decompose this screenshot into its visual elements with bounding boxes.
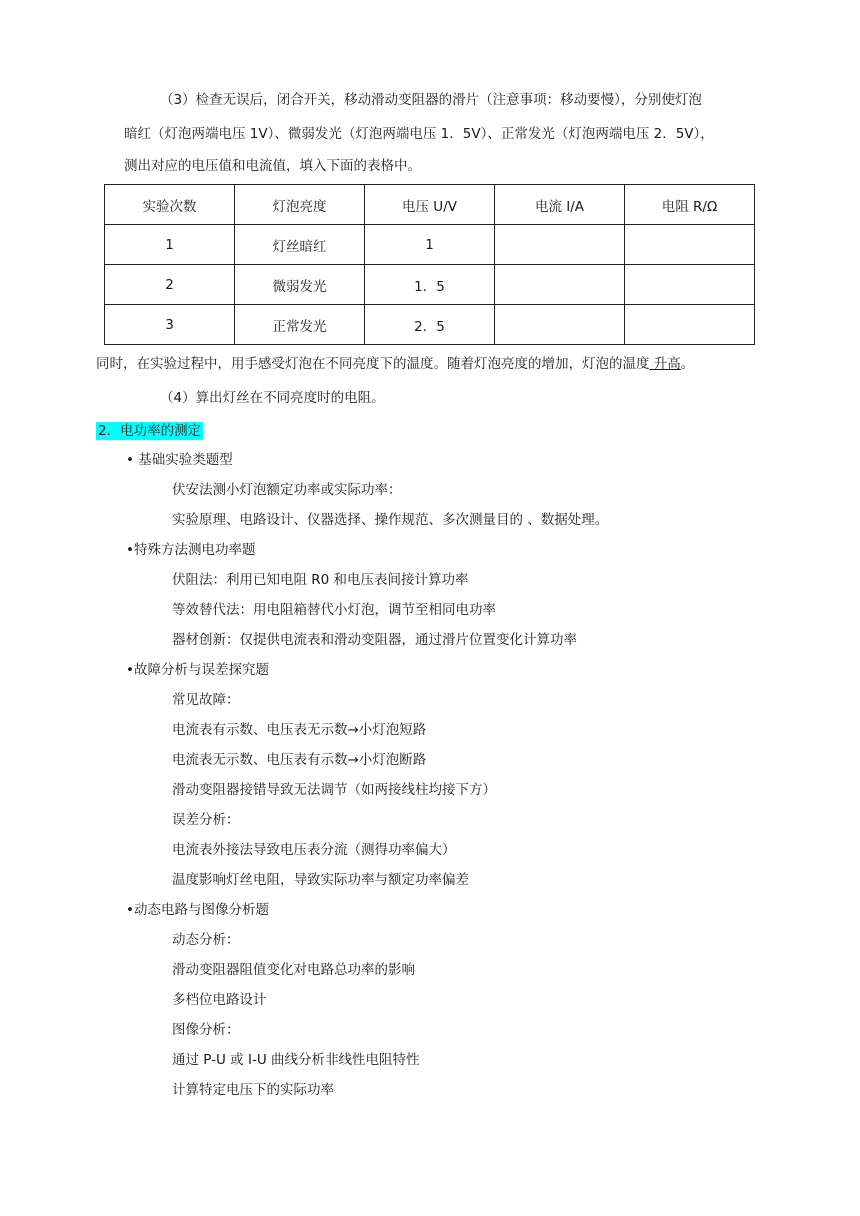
list-item: 滑动变阻器阻值变化对电路总功率的影响 (172, 962, 415, 978)
table-header-cell: 灯泡亮度 (235, 185, 365, 225)
list-item: 伏阻法：利用已知电阻 R0 和电压表间接计算功率 (172, 572, 469, 588)
table-cell: 微弱发光 (235, 265, 365, 305)
bullet-fault-analysis: •故障分析与误差探究题 (126, 662, 269, 678)
table-row (105, 265, 755, 305)
table-row (105, 305, 755, 345)
table-row (105, 225, 755, 265)
temperature-end: 。 (680, 356, 695, 372)
bullet-dynamic-circuits: •动态电路与图像分析题 (126, 902, 269, 918)
table-cell (495, 265, 625, 305)
temperature-text: 同时，在实验过程中，用手感受灯泡在不同亮度下的温度。随着灯泡亮度的增加，灯泡的温度 (96, 356, 650, 372)
bullet-special-methods: •特殊方法测电功率题 (126, 542, 256, 558)
table-cell: 1．5 (365, 265, 495, 305)
table-cell: 正常发光 (235, 305, 365, 345)
table-header-cell: 电流 I/A (495, 185, 625, 225)
step3-line2: 暗红（灯泡两端电压 1V）、微弱发光（灯泡两端电压 1．5V）、正常发光（灯泡两端电压 2．5V）， (124, 126, 714, 142)
list-item: 伏安法测小灯泡额定功率或实际功率： (172, 482, 402, 498)
list-item: 常见故障： (172, 692, 240, 708)
temperature-answer: 升高 (649, 356, 681, 372)
table-cell (495, 305, 625, 345)
table-cell: 3 (105, 305, 235, 345)
table-cell (625, 305, 755, 345)
list-item: 通过 P-U 或 I-U 曲线分析非线性电阻特性 (172, 1052, 420, 1068)
table-cell: 2 (105, 265, 235, 305)
section2-heading (96, 421, 203, 441)
table-header-cell: 电阻 R/Ω (625, 185, 755, 225)
table-cell: 灯丝暗红 (235, 225, 365, 265)
list-item: 器材创新：仅提供电流表和滑动变阻器，通过滑片位置变化计算功率 (172, 632, 577, 648)
table-cell (625, 265, 755, 305)
table-header-row (105, 185, 755, 225)
section2-highlight: 2．电功率的测定 (98, 423, 202, 439)
list-item: 等效替代法：用电阻箱替代小灯泡，调节至相同电功率 (172, 602, 496, 618)
step3-line1: （3）检查无误后，闭合开关，移动滑动变阻器的滑片（注意事项：移动要慢），分别使灯泡 (160, 92, 702, 108)
step3-line3: 测出对应的电压值和电流值，填入下面的表格中。 (124, 158, 421, 174)
list-item: 电流表有示数、电压表无示数→小灯泡短路 (172, 722, 427, 738)
bullet-basic-experiments: • 基础实验类题型 (126, 452, 233, 468)
list-item: 电流表无示数、电压表有示数→小灯泡断路 (172, 752, 427, 768)
temperature-paragraph (96, 354, 694, 374)
table-cell: 1 (105, 225, 235, 265)
list-item: 温度影响灯丝电阻，导致实际功率与额定功率偏差 (172, 872, 469, 888)
table-cell (495, 225, 625, 265)
measurement-table (104, 184, 755, 345)
list-item: 动态分析： (172, 932, 240, 948)
list-item: 滑动变阻器接错导致无法调节（如两接线柱均接下方） (172, 782, 496, 798)
table-cell (625, 225, 755, 265)
list-item: 图像分析： (172, 1022, 240, 1038)
table-cell: 2．5 (365, 305, 495, 345)
list-item: 误差分析： (172, 812, 240, 828)
list-item: 电流表外接法导致电压表分流（测得功率偏大） (172, 842, 456, 858)
list-item: 多档位电路设计 (172, 992, 267, 1008)
table-header-cell: 电压 U/V (365, 185, 495, 225)
list-item: 计算特定电压下的实际功率 (172, 1082, 334, 1098)
step4-text: （4）算出灯丝在不同亮度时的电阻。 (160, 390, 385, 406)
table-header-cell: 实验次数 (105, 185, 235, 225)
table-cell: 1 (365, 225, 495, 265)
list-item: 实验原理、电路设计、仪器选择、操作规范、多次测量目的 、数据处理。 (172, 512, 609, 528)
